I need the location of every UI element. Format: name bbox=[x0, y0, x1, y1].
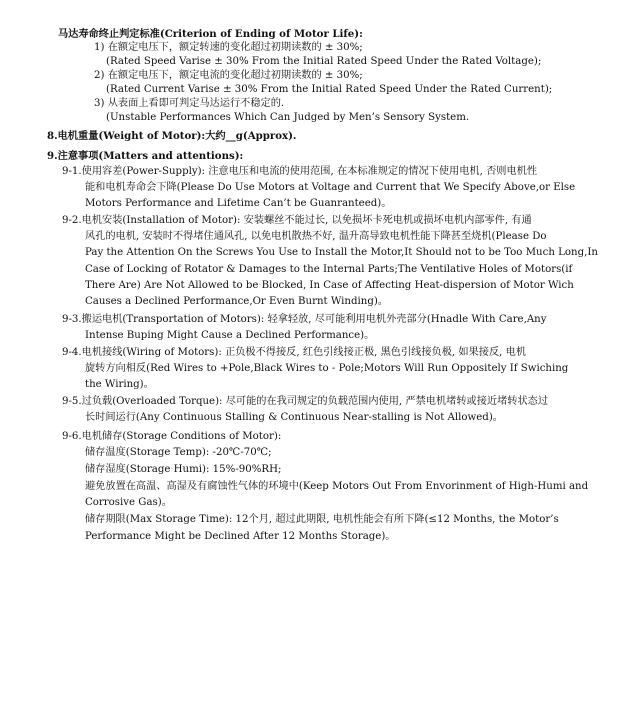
storage-time-line-2: Performance Might be Declined After 12 Months Storage)。 bbox=[85, 531, 396, 542]
section-9-2-line-2: 风孔的电机, 安装时不得堵住通风孔, 以免电机散热不好, 温升高导致电机性能下降甚至烧机(Please Do bbox=[85, 231, 547, 242]
section-9-2-line-4: Case of Locking of Rotator & Damages to the Internal Parts;The Ventilative Holes of Motors(if bbox=[85, 264, 573, 275]
section-9-1-line-2: 能和电机寿命会下降(Please Do Use Motors at Voltage and Current that We Specify Above,or Else bbox=[85, 182, 576, 193]
weight-line: 8.电机重量(Weight of Motor):大约__g(Approx). bbox=[47, 130, 297, 142]
criterion-2-cn: 2) 在额定电压下，额定电流的变化超过初期读数的 ± 30%; bbox=[94, 70, 363, 81]
section-9-4-line-3: the Wiring)。 bbox=[85, 379, 154, 390]
storage-environment-line-1: 避免放置在高温、高湿及有腐蚀性气体的环境中(Keep Motors Out From Envorinment of High-Humi and bbox=[85, 481, 589, 492]
section-9-5-line-1: 9-5.过负载(Overloaded Torque): 尽可能的在我司规定的负载范围内使用, 严禁电机堵转或接近堵转状态过 bbox=[62, 396, 549, 407]
criterion-3-cn: 3) 从表面上看即可判定马达运行不稳定的. bbox=[94, 98, 285, 109]
criterion-2-en: (Rated Current Varise ± 30% From the Initial Rated Speed Under the Rated Current); bbox=[106, 84, 553, 95]
section-9-6-heading: 9-6.电机储存(Storage Conditions of Motor): bbox=[62, 431, 282, 442]
section-9-1-line-3: Motors Performance and Lifetime Can’t be Guanranteed)。 bbox=[85, 198, 392, 209]
section-9-3-line-2: Intense Buping Might Cause a Declined Performance)。 bbox=[85, 330, 375, 341]
section-9-2-line-3: Pay the Attention On the Screws You Use to Install the Motor,It Should not to be Too Much Long,In bbox=[85, 247, 598, 258]
section-9-1-line-1: 9-1.使用容差(Power-Supply): 注意电压和电流的使用范围, 在本标准规定的情况下使用电机, 否则电机性 bbox=[62, 166, 538, 177]
section-9-2-line-6: Causes a Declined Performance,Or Even Burnt Winding)。 bbox=[85, 296, 388, 307]
criterion-1-cn: 1) 在额定电压下，额定转速的变化超过初期读数的 ± 30%; bbox=[94, 42, 363, 53]
section-9-2-line-1: 9-2.电机安装(Installation of Motor): 安装螺丝不能过长, 以免损坏卡死电机或损坏电机内部零件, 有通 bbox=[62, 215, 532, 226]
section-9-2-line-5: There Are) Are Not Allowed to be Blocked, In Case of Affecting Heat-dispersion of Motor Wich bbox=[85, 280, 574, 291]
matters-heading: 9.注意事项(Matters and attentions): bbox=[47, 150, 244, 162]
section-9-4-line-1: 9-4.电机接线(Wiring of Motors): 正负极不得接反, 红色引线接正极, 黑色引线接负极, 如果接反, 电机 bbox=[62, 347, 527, 358]
storage-temp: 储存温度(Storage Temp): -20℃-70℃; bbox=[85, 447, 272, 458]
storage-environment-line-2: Corrosive Gas)。 bbox=[85, 497, 172, 508]
section-9-4-line-2: 旋转方向相反(Red Wires to +Pole,Black Wires to - Pole;Motors Will Run Oppositely If Swiching bbox=[85, 363, 569, 374]
criterion-1-en: (Rated Speed Varise ± 30% From the Initial Rated Speed Under the Rated Voltage); bbox=[106, 56, 542, 67]
life-criteria-heading: 马达寿命终止判定标准(Criterion of Ending of Motor Life): bbox=[58, 28, 363, 40]
storage-humidity: 储存湿度(Storage Humi): 15%-90%RH; bbox=[85, 464, 282, 475]
section-9-3-line-1: 9-3.搬运电机(Transportation of Motors): 轻拿轻放, 尽可能利用电机外壳部分(Hnadle With Care,Any bbox=[62, 314, 547, 325]
criterion-3-en: (Unstable Performances Which Can Judged by Men’s Sensory System. bbox=[106, 112, 470, 123]
storage-time-line-1: 储存期限(Max Storage Time): 12个月, 超过此期限, 电机性能会有所下降(≤12 Months, the Motor’s bbox=[85, 514, 559, 525]
section-9-5-line-2: 长时间运行(Any Continuous Stalling & Continuous Near-stalling is Not Allowed)。 bbox=[85, 412, 503, 423]
